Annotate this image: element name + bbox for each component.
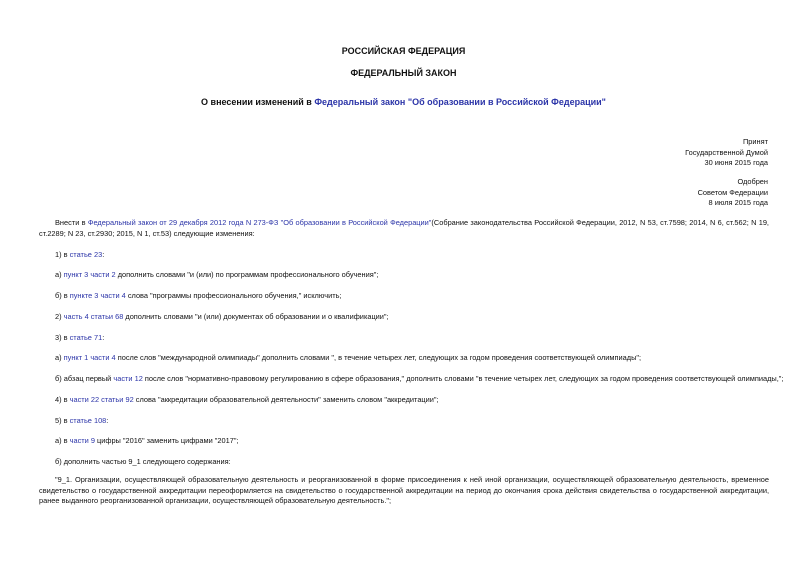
item-5a (39, 436, 769, 447)
item-text: : (102, 333, 105, 342)
quoted-paragraph (39, 475, 769, 507)
law-title-link[interactable]: Федеральный закон "Об образовании в Российской Федерации" (314, 97, 606, 107)
item-content (39, 333, 104, 342)
item-1a (39, 270, 769, 281)
item-text: после слов "нормативно-правовому регулированию в сфере образования," дополнить словами "в течение четырех лет, следующих за годом проведения соответствующей олимпиады,"; (142, 374, 784, 383)
law-title-prefix: О внесении изменений в (201, 97, 315, 107)
item-content (39, 291, 342, 300)
approved-line-1: Одобрен (737, 177, 768, 186)
item-text: б) дополнить частью 9_1 следующего содержания: (55, 457, 231, 466)
item-1 (39, 250, 769, 261)
item-text: дополнить словами "и (или) по программам профессионального обучения"; (115, 270, 379, 279)
item-2 (39, 312, 769, 323)
item-text: 1) в (55, 250, 70, 259)
item-content (39, 457, 231, 466)
item-text: а) (55, 353, 64, 362)
item-5 (39, 416, 769, 427)
intro-paragraph (39, 218, 769, 239)
item-5b (39, 457, 769, 468)
intro-law-link[interactable]: Федеральный закон от 29 декабря 2012 года N 273-ФЗ "Об образовании в Российской Федерации" (87, 218, 432, 227)
law-reference-link[interactable]: части 12 (113, 374, 143, 383)
item-3a (39, 353, 769, 364)
adopted-block (685, 137, 768, 169)
doc-type-heading: ФЕДЕРАЛЬНЫЙ ЗАКОН (350, 68, 457, 78)
quoted-text: "9_1. Организации, осуществляющей образовательную деятельность и реорганизованной в форме присоединения к ней иной организации, осуществляющей образовательную деятельность, временное свидетельство о государственной аккредитации переоформляется на свидетельство о государственной аккредитации на период до окончания срока действия свидетельства о государственной аккредитации, ранее выданного реорганизованной организации, осуществляющей образовательную деятельность."; (39, 475, 769, 505)
country-heading: РОССИЙСКАЯ ФЕДЕРАЦИЯ (341, 46, 466, 56)
item-text: после слов "международной олимпиады" дополнить словами ", в течение четырех лет, следующих за годом проведения соответствующей олимпиады"; (115, 353, 642, 362)
approved-line-3: 8 июля 2015 года (708, 198, 768, 208)
item-text: цифры "2016" заменить цифрами "2017"; (94, 436, 239, 445)
law-reference-link[interactable]: часть 4 статьи 68 (63, 312, 124, 321)
item-content (39, 436, 239, 445)
adopted-line-1: Принят (742, 137, 768, 146)
item-text: б) абзац первый (55, 374, 114, 383)
item-text: : (102, 250, 105, 259)
item-content (39, 250, 104, 259)
item-4 (39, 395, 769, 406)
item-text: слова "программы профессионального обучения," исключить; (125, 291, 342, 300)
item-3b (39, 374, 784, 385)
law-reference-link[interactable]: статье 23 (69, 250, 103, 259)
law-title (0, 97, 807, 107)
item-content (39, 395, 439, 404)
law-reference-link[interactable]: пункте 3 части 4 (69, 291, 126, 300)
approved-line-2: Советом Федерации (697, 187, 768, 197)
item-text: 2) (55, 312, 64, 321)
item-text: 4) в (55, 395, 70, 404)
item-3 (39, 333, 769, 344)
item-text: а) в (55, 436, 70, 445)
item-text: : (106, 416, 109, 425)
item-text: а) (55, 270, 64, 279)
approved-block (698, 177, 768, 209)
item-text: слова "аккредитации образовательной деятельности" заменить словом "аккредитации"; (133, 395, 439, 404)
item-text: 5) в (55, 416, 70, 425)
law-reference-link[interactable]: части 9 (69, 436, 95, 445)
law-reference-link[interactable]: статье 108 (69, 416, 107, 425)
law-reference-link[interactable]: пункт 1 части 4 (63, 353, 116, 362)
item-1b (39, 291, 769, 302)
intro-text-1: Внести в (55, 218, 88, 227)
item-content (39, 353, 641, 362)
law-reference-link[interactable]: части 22 статьи 92 (69, 395, 134, 404)
intro-text-2: (Собрание законодательства Российской Федерации, 2012, N 53, ст.7598; 2014, N 6, ст.562; N 19, ст.2289; N 23, ст.2930; 2015, N 1, ст.53) следующие изменения: (39, 218, 769, 238)
law-reference-link[interactable]: пункт 3 части 2 (63, 270, 116, 279)
item-content (39, 312, 389, 321)
item-text: дополнить словами "и (или) документах об образовании и о квалификации"; (123, 312, 389, 321)
item-content (39, 270, 378, 279)
adopted-line-2: Государственной Думой (685, 147, 768, 157)
item-content (39, 416, 108, 425)
item-content (39, 374, 783, 383)
item-text: 3) в (55, 333, 70, 342)
adopted-line-3: 30 июня 2015 года (704, 158, 768, 168)
law-reference-link[interactable]: статье 71 (69, 333, 103, 342)
item-text: б) в (55, 291, 70, 300)
